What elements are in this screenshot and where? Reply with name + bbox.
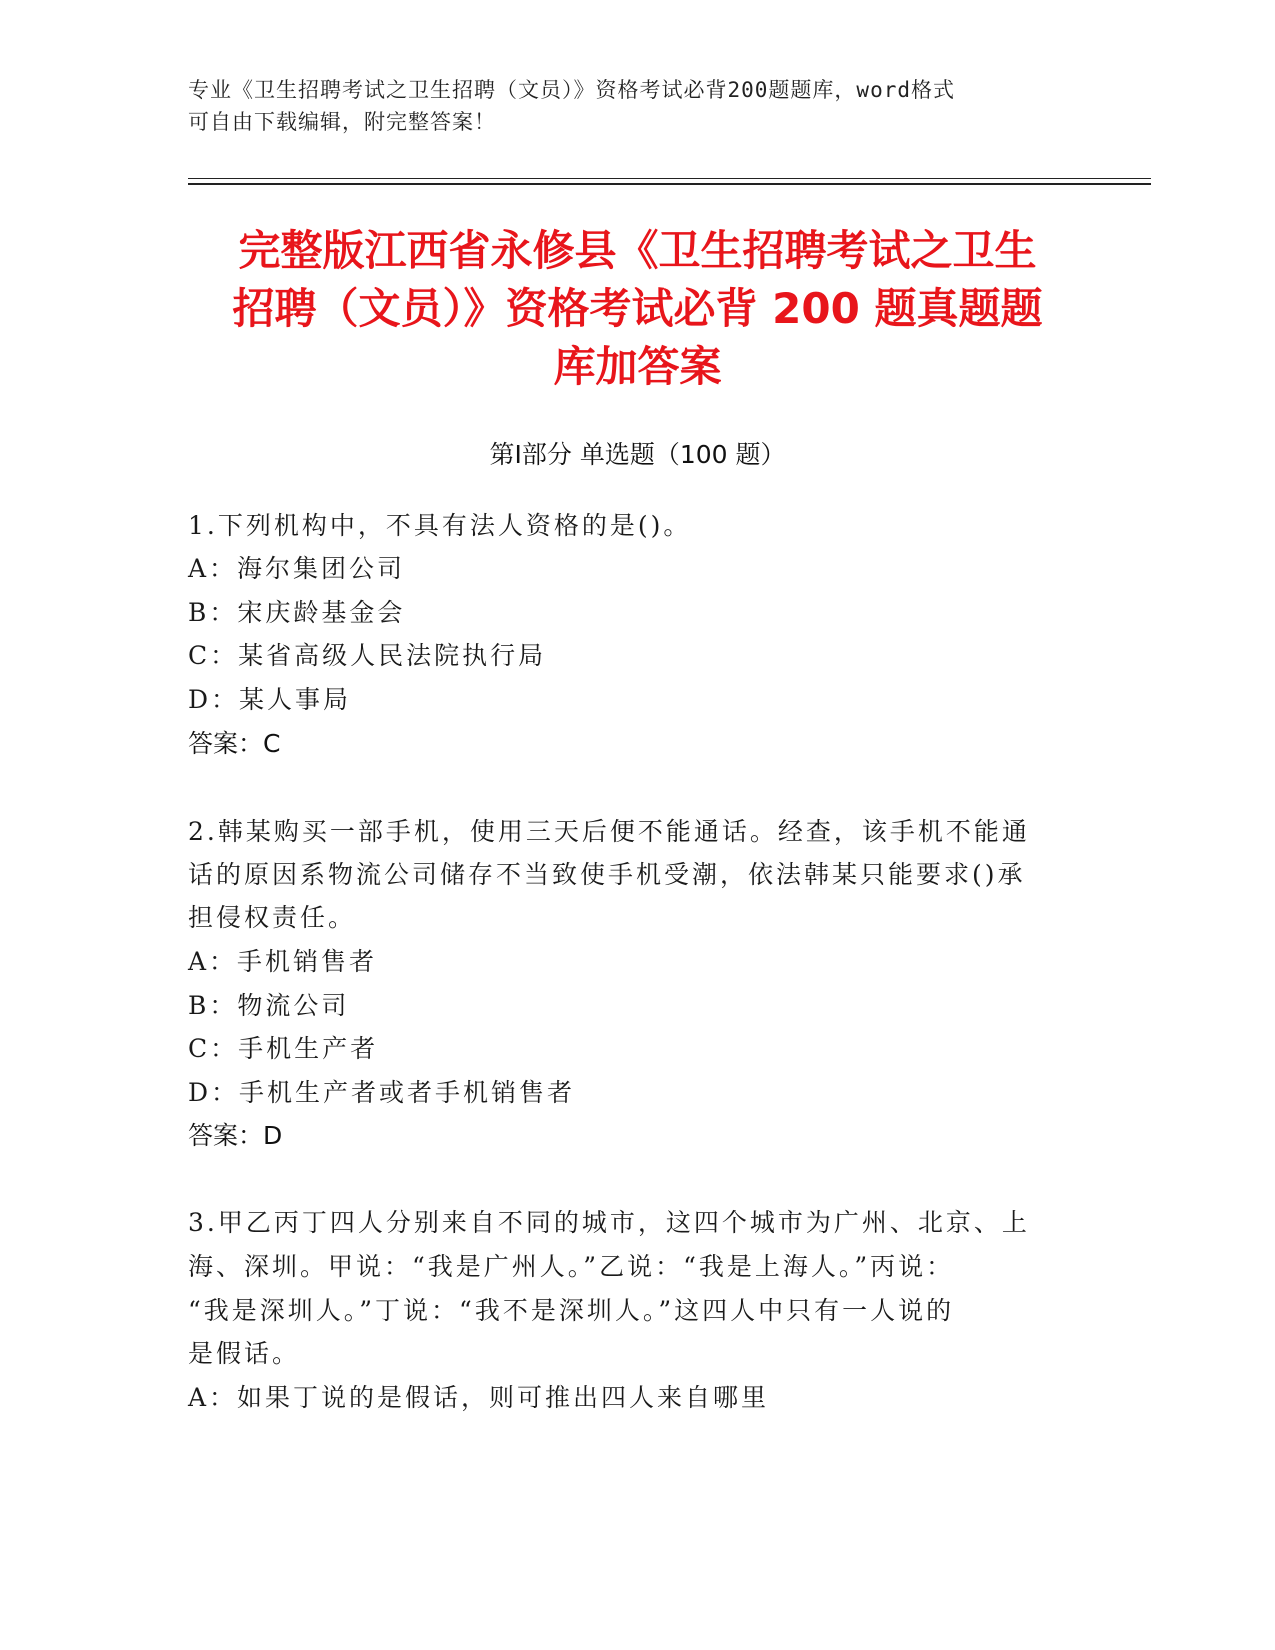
question-2-stem-line-1: 2.韩某购买一部手机，使用三天后便不能通话。经查，该手机不能通 xyxy=(188,817,1030,846)
question-3-stem-line-2: 海、深圳。甲说：“我是广州人。”乙说：“我是上海人。”丙说： xyxy=(188,1252,955,1281)
question-3-stem-line-4: 是假话。 xyxy=(188,1339,301,1368)
document-title-line-3: 库加答案 xyxy=(553,342,722,391)
question-2-answer: 答案：D xyxy=(188,1121,283,1150)
question-1-answer: 答案：C xyxy=(188,729,281,758)
question-1-option-a: A：海尔集团公司 xyxy=(188,554,406,583)
question-1-option-c: C：某省高级人民法院执行局 xyxy=(188,641,547,670)
header-note-line-1: 专业《卫生招聘考试之卫生招聘（文员）》资格考试必背200题题库，word格式 xyxy=(188,78,955,102)
header-divider-thick xyxy=(188,183,1151,185)
question-3-stem-line-1: 3.甲乙丙丁四人分别来自不同的城市，这四个城市为广州、北京、上 xyxy=(188,1208,1030,1237)
document-title xyxy=(140,222,1135,396)
document-title-line-2: 招聘（文员）》资格考试必背 200 题真题题 xyxy=(232,284,1043,333)
question-1-stem: 1.下列机构中，不具有法人资格的是()。 xyxy=(188,511,692,540)
section-heading: 第Ⅰ部分 单选题（100 题） xyxy=(489,440,786,469)
question-3-stem-line-3: “我是深圳人。”丁说：“我不是深圳人。”这四人中只有一人说的 xyxy=(188,1296,955,1325)
document-title-line-1: 完整版江西省永修县《卫生招聘考试之卫生 xyxy=(238,226,1037,275)
question-2-stem-line-2: 话的原因系物流公司储存不当致使手机受潮，依法韩某只能要求()承 xyxy=(188,860,1026,889)
header-note-line-2: 可自由下载编辑，附完整答案！ xyxy=(188,110,496,134)
question-1-option-d: D：某人事局 xyxy=(188,685,352,714)
question-2-option-c: C：手机生产者 xyxy=(188,1034,379,1063)
question-2-option-d: D：手机生产者或者手机销售者 xyxy=(188,1078,576,1107)
question-2-stem-line-3: 担侵权责任。 xyxy=(188,903,357,932)
question-3-option-a: A：如果丁说的是假话，则可推出四人来自哪里 xyxy=(188,1383,770,1412)
header-note xyxy=(188,74,1068,138)
question-2-option-b: B：物流公司 xyxy=(188,991,350,1020)
question-1-option-b: B：宋庆龄基金会 xyxy=(188,598,406,627)
question-2-option-a: A：手机销售者 xyxy=(188,947,378,976)
header-divider-thin xyxy=(188,178,1151,179)
